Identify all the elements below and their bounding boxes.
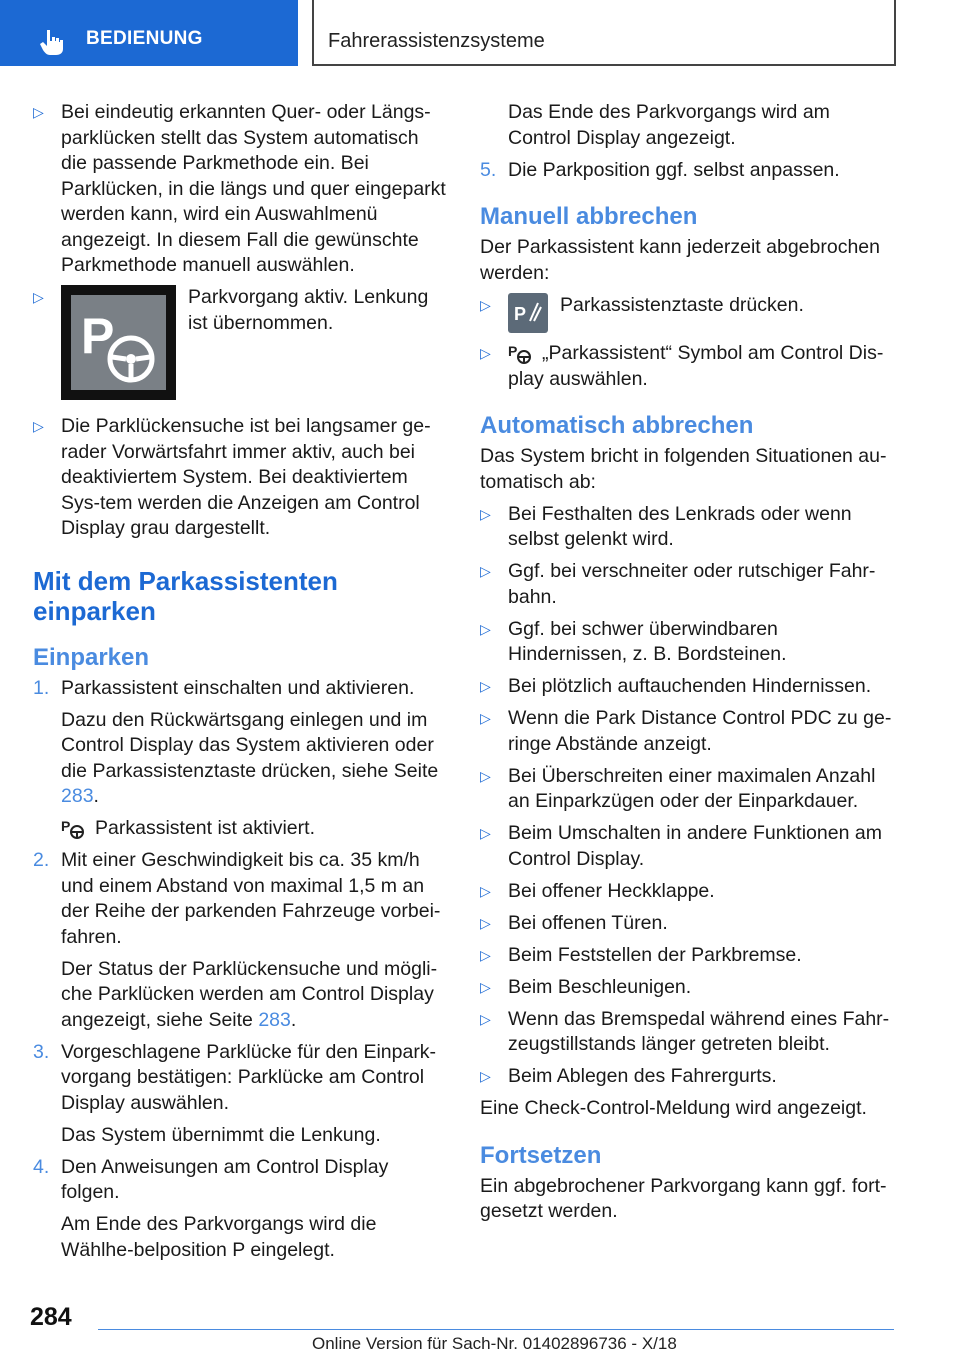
list-item	[480, 706, 898, 757]
step-text: Vorgeschlagene Parklücke für den Einpark-vorgang bestätigen: Parklücke am Control Display auswählen.	[61, 1040, 437, 1114]
section-tab[interactable]	[0, 0, 298, 66]
list-item	[480, 879, 898, 905]
list-item	[480, 617, 898, 668]
bullet-text: Bei offenen Türen.	[508, 911, 668, 934]
list-item	[480, 502, 898, 553]
bullet-text: Ggf. bei verschneiter oder rutschiger Fahr-bahn.	[508, 560, 876, 608]
park-assist-symbol-icon	[61, 818, 87, 840]
hand-pointer-icon	[38, 28, 66, 56]
bullet-text: Bei Festhalten des Lenkrads oder wenn selbst gelenkt wird.	[508, 502, 852, 550]
paragraph: Eine Check-Control-Meldung wird angezeigt.	[480, 1097, 867, 1119]
bullet-text: „Parkassistent“ Symbol am Control Dis-play auswählen.	[508, 342, 884, 390]
paragraph: Das System bricht in folgenden Situationen au-tomatisch ab:	[480, 445, 887, 493]
list-item	[480, 911, 898, 937]
bullet-text: Beim Umschalten in andere Funktionen am Control Display.	[508, 822, 882, 870]
step-text: Die Parkposition ggf. selbst anpassen.	[508, 158, 840, 181]
triangle-bullet-icon: ▷	[480, 1068, 491, 1084]
triangle-bullet-icon: ▷	[33, 418, 44, 434]
step-detail-text: .	[290, 1008, 297, 1031]
step-number: 5.	[480, 158, 497, 181]
list-item	[33, 1155, 448, 1264]
list-item	[480, 1007, 898, 1058]
right-column	[480, 100, 898, 1225]
step-detail-text: Parkassistent ist aktiviert.	[95, 817, 315, 839]
chapter-tab	[312, 0, 896, 66]
continued-text: Das Ende des Parkvorgangs wird am Control Display angezeigt.	[508, 101, 830, 149]
subsection-heading: Einparken	[33, 643, 150, 671]
triangle-bullet-icon: ▷	[480, 882, 491, 899]
triangle-bullet-icon: ▷	[480, 978, 491, 995]
list-item	[33, 848, 448, 1033]
list-item	[480, 975, 898, 1001]
step-text: Mit einer Geschwindigkeit bis ca. 35 km/h und einem Abstand von maximal 1,5 m an der Reihe der parkenden Fahrzeuge vorbei-fahren.	[61, 849, 441, 948]
section-label: BEDIENUNG	[86, 28, 203, 49]
bullet-text: Wenn die Park Distance Control PDC zu ge-ringe Abstände anzeigt.	[508, 707, 892, 755]
bullet-text: Beim Feststellen der Parkbremse.	[508, 943, 802, 966]
list-item	[480, 293, 898, 335]
page-link[interactable]: 283	[258, 1008, 291, 1031]
chapter-title: Fahrerassistenzsysteme	[328, 30, 545, 52]
page-link[interactable]: 283	[61, 785, 94, 807]
step-detail	[61, 708, 448, 810]
auto-cancel-list	[480, 502, 898, 1090]
left-column	[33, 100, 448, 1270]
bullet-text: Ggf. bei schwer überwindbaren Hindernissen, z. B. Bordsteinen.	[508, 617, 787, 665]
step-number: 1.	[33, 676, 50, 699]
svg-text:P: P	[508, 342, 518, 359]
svg-text:P: P	[61, 817, 71, 834]
list-item	[480, 821, 898, 872]
list-item	[480, 764, 898, 815]
page-number: 284	[30, 1303, 72, 1331]
bullet-text: Wenn das Bremspedal während eines Fahr-zeugstillstands länger getreten bleibt.	[508, 1007, 890, 1055]
step-detail: Das System übernimmt die Lenkung.	[61, 1123, 381, 1146]
list-item	[480, 341, 898, 392]
list-item	[33, 414, 448, 542]
list-item	[480, 943, 898, 969]
step-detail	[61, 816, 448, 842]
paragraph: Ein abgebrochener Parkvorgang kann ggf. fort-gesetzt werden.	[480, 1174, 887, 1222]
step-text: Parkassistent einschalten und aktivieren.	[61, 676, 415, 699]
step-detail-text: .	[93, 785, 99, 807]
triangle-bullet-icon: ▷	[480, 1010, 491, 1027]
list-item	[480, 1064, 898, 1090]
step-number: 3.	[33, 1040, 50, 1063]
triangle-bullet-icon: ▷	[480, 914, 491, 931]
step-detail: Am Ende des Parkvorgangs wird die Wählhe-belposition P eingelegt.	[61, 1213, 377, 1261]
triangle-bullet-icon: ▷	[480, 946, 491, 963]
park-assist-button-icon	[508, 293, 548, 333]
page-header	[0, 0, 960, 66]
list-item	[33, 100, 448, 279]
triangle-bullet-icon: ▷	[480, 620, 491, 637]
bullet-text: Parkassistenztaste drücken.	[560, 293, 804, 316]
triangle-bullet-icon: ▷	[480, 710, 491, 726]
paragraph: Der Parkassistent kann jederzeit abgebrochen werden:	[480, 236, 880, 284]
triangle-bullet-icon: ▷	[480, 825, 491, 841]
subsection-heading: Manuell abbrechen	[480, 203, 698, 230]
triangle-bullet-icon: ▷	[480, 345, 491, 361]
step-number: 4.	[33, 1155, 50, 1178]
section-heading: Mit dem Parkassistenten einparken	[33, 565, 338, 626]
list-item	[33, 1040, 448, 1149]
svg-text:P: P	[81, 308, 115, 364]
step-detail-text: Dazu den Rückwärtsgang einlegen und im Control Display das System aktivieren oder die Parkassistenztaste drücken, siehe Seite	[61, 708, 439, 782]
triangle-bullet-icon: ▷	[480, 296, 491, 313]
bullet-text: Die Parklückensuche ist bei langsamer ge-rader Vorwärtsfahrt immer aktiv, auch bei deaktiviertem System. Bei deaktiviertem Sys-tem werden die Anzeigen am Control Display grau dargestellt.	[61, 415, 431, 539]
svg-text:P: P	[514, 303, 527, 324]
step-text: Den Anweisungen am Control Display folgen.	[61, 1155, 389, 1203]
bullet-text: Beim Beschleunigen.	[508, 975, 692, 998]
step-number: 2.	[33, 849, 50, 871]
subsection-heading: Fortsetzen	[480, 1141, 602, 1169]
bullet-text: Bei plötzlich auftauchenden Hindernissen.	[508, 675, 872, 697]
list-item	[480, 158, 898, 184]
bullet-text: Bei eindeutig erkannten Quer- oder Längs-parklücken stellt das System automatisch die passende Parkmethode ein. Bei Parklücken, in die längs und quer eingeparkt werden kann, wird ein Auswahlmenü angezeigt. In diesem Fall die gewünschte Parkmethode manuell auswählen.	[61, 101, 446, 276]
bullet-text: Bei offener Heckklappe.	[508, 879, 715, 902]
list-item	[33, 285, 448, 400]
park-assist-active-icon	[61, 285, 176, 400]
list-item	[480, 674, 898, 700]
bullet-text: Bei Überschreiten einer maximalen Anzahl an Einparkzügen oder der Einparkdauer.	[508, 764, 876, 812]
bullet-text: Beim Ablegen des Fahrergurts.	[508, 1065, 777, 1087]
park-assist-symbol-icon	[508, 343, 534, 365]
bullet-text: Parkvorgang aktiv. Lenkung ist übernommen.	[188, 286, 429, 334]
list-item	[33, 676, 448, 842]
footer-online-version: Online Version für Sach-Nr. 01402896736 - X/18	[312, 1334, 677, 1353]
triangle-bullet-icon: ▷	[480, 505, 491, 522]
triangle-bullet-icon: ▷	[480, 767, 491, 784]
footer-divider	[98, 1329, 894, 1330]
triangle-bullet-icon: ▷	[480, 678, 491, 694]
triangle-bullet-icon: ▷	[33, 104, 44, 120]
step-detail-text: Der Status der Parklückensuche und mögli-che Parklücken werden am Control Display angezeigt, siehe Seite	[61, 957, 438, 1031]
list-item	[480, 559, 898, 610]
triangle-bullet-icon: ▷	[480, 563, 491, 579]
step-detail	[61, 957, 448, 1034]
subsection-heading: Automatisch abbrechen	[480, 412, 754, 439]
triangle-bullet-icon: ▷	[33, 289, 44, 305]
